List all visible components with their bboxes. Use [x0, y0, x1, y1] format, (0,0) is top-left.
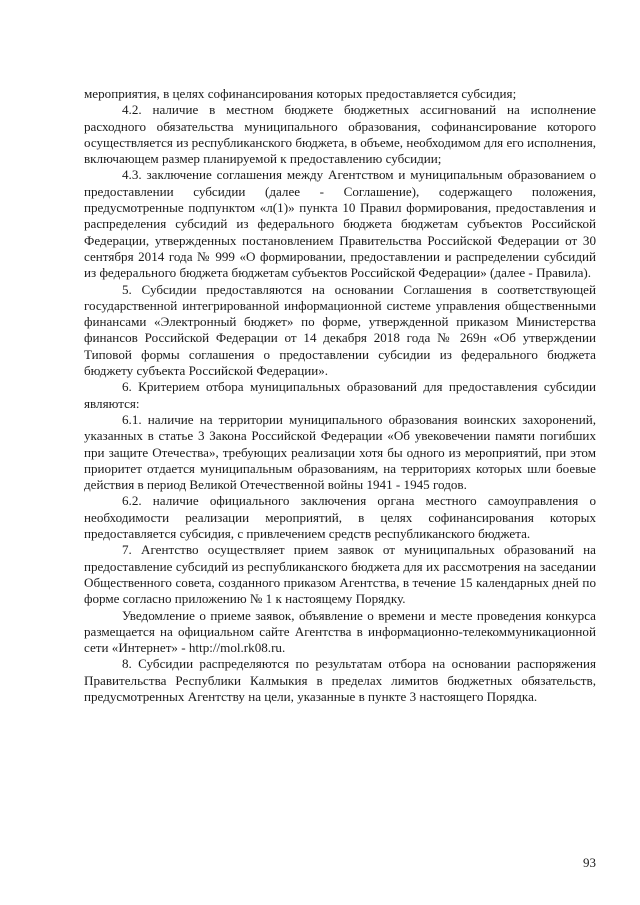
paragraph-6: 6. Критерием отбора муниципальных образований для предоставления субсидии являются:	[84, 379, 596, 411]
paragraph-6-1: 6.1. наличие на территории муниципального образования воинских захоронений, указанных в статье 3 Закона Российской Федерации «Об увековечении памяти погибших при защите Отечества», требующих реализации хотя бы одного из мероприятий, при этом приоритет отдается муниципальным образованиям, на территориях которых шли боевые действия в период Великой Отечественной войны 1941 - 1945 годов.	[84, 411, 596, 493]
paragraph-4-2: 4.2. наличие в местном бюджете бюджетных ассигнований на исполнение расходного обязательства муниципального образования, софинансирование которого осуществляется из республиканского бюджета, в объеме, необходимом для его исполнения, включающем размер планируемой к предоставлению субсидии;	[84, 102, 596, 167]
paragraph-6-2: 6.2. наличие официального заключения органа местного самоуправления о необходимости реализации мероприятий, в целях софинансирования которых предоставляется субсидия, с привлечением средств республиканского бюджета.	[84, 493, 596, 542]
paragraph-4-3: 4.3. заключение соглашения между Агентством и муниципальным образованием о предоставлении субсидии (далее - Соглашение), содержащего положения, предусмотренные подпунктом «л(1)» пункта 10 Правил формирования, предоставления и распределения субсидий из федерального бюджета бюджетам субъектов Российской Федерации, утвержденных постановлением Правительства Российской Федерации от 30 сентября 2014 года № 999 «О формировании, предоставлении и распределении субсидий из федерального бюджета бюджетам субъектов Российской Федерации» (далее - Правила).	[84, 167, 596, 281]
document-body	[84, 86, 596, 705]
paragraph-notice: Уведомление о приеме заявок, объявление о времени и месте проведения конкурса размещается на официальном сайте Агентства в информационно-телекоммуникационной сети «Интернет» - http://mol.rk08.ru.	[84, 607, 596, 656]
paragraph-7: 7. Агентство осуществляет прием заявок от муниципальных образований на предоставление субсидий из республиканского бюджета для их рассмотрения на заседании Общественного совета, созданного приказом Агентства, в течение 15 календарных дней по форме согласно приложению № 1 к настоящему Порядку.	[84, 542, 596, 607]
paragraph-continuation: мероприятия, в целях софинансирования которых предоставляется субсидия;	[84, 86, 517, 101]
paragraph-8: 8. Субсидии распределяются по результатам отбора на основании распоряжения Правительства Республики Калмыкия в пределах лимитов бюджетных обязательств, предусмотренных Агентству на цели, указанные в пункте 3 настоящего Порядка.	[84, 656, 596, 704]
paragraph-5: 5. Субсидии предоставляются на основании Соглашения в соответствующей государственной интегрированной информационной системе управления общественными финансами «Электронный бюджет» по форме, утвержденной приказом Министерства финансов Российской Федерации от 14 декабря 2018 года № 269н «Об утверждении Типовой формы соглашения о предоставлении субсидии из федерального бюджета бюджету субъекта Российской Федерации».	[84, 281, 596, 379]
page-number: 93	[583, 855, 596, 870]
